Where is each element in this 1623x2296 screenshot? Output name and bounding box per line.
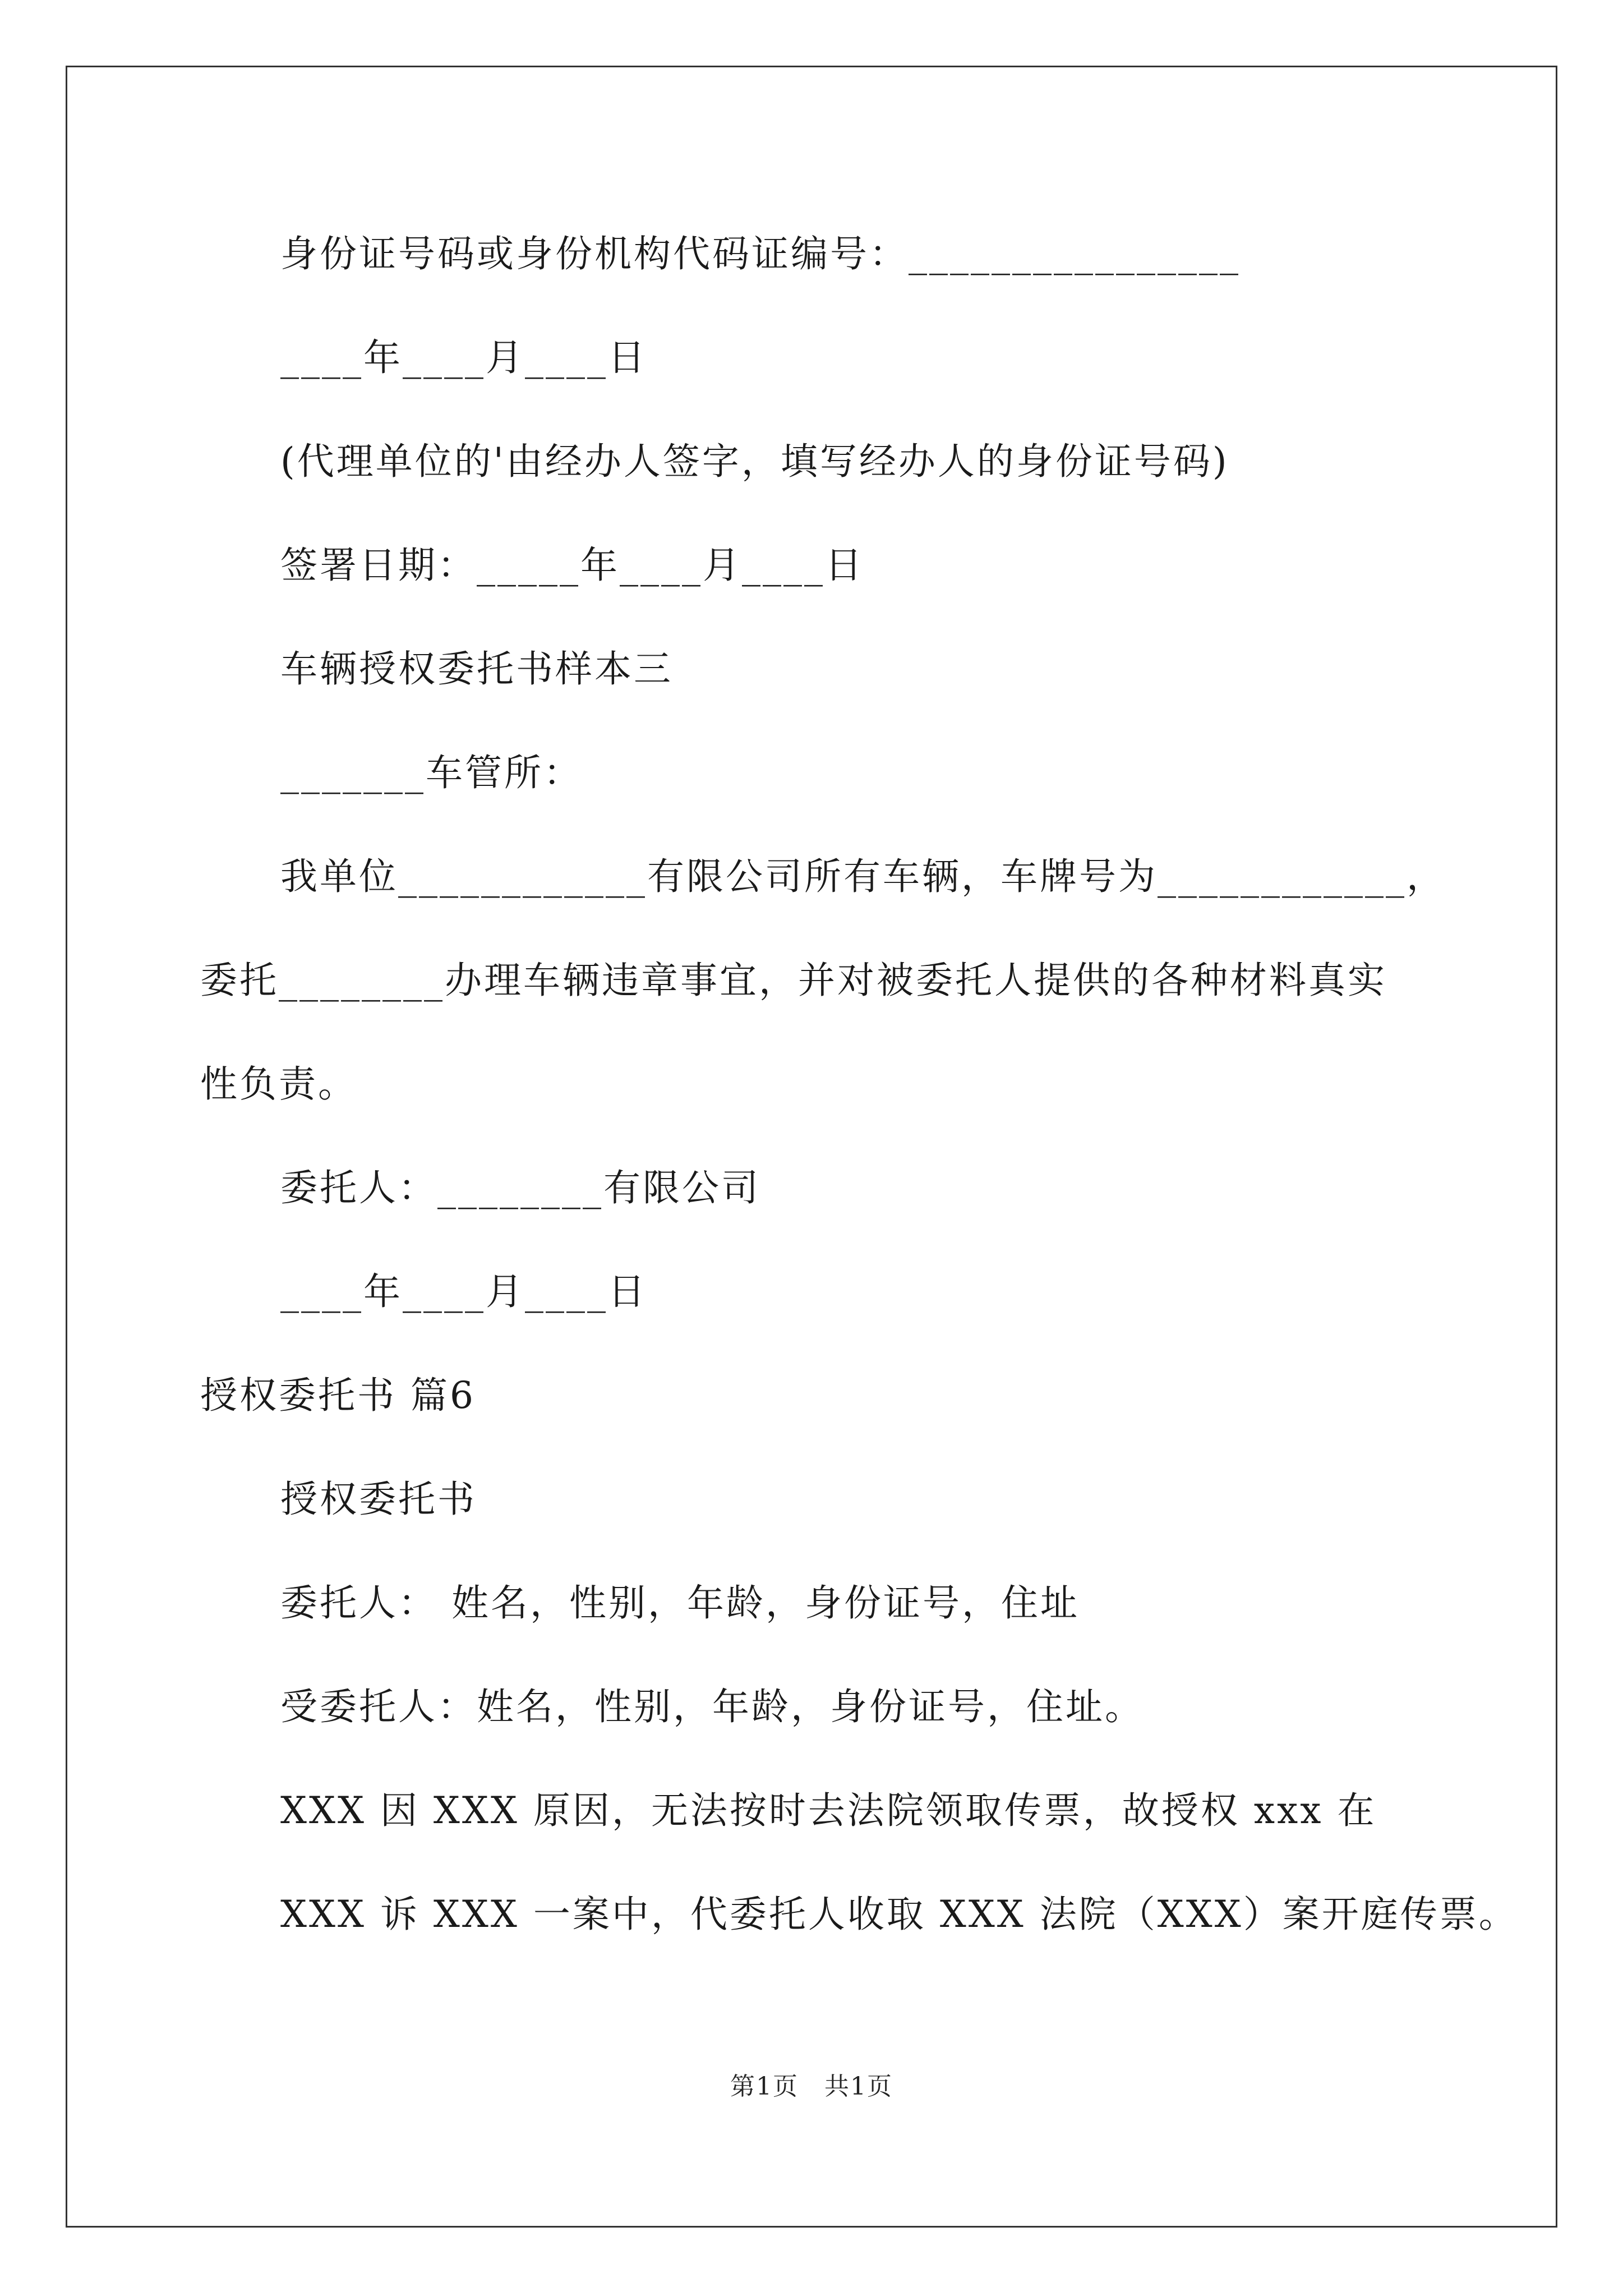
page-footer: 第1页 共1页 (730, 2072, 893, 2101)
principal-company-line: 委托人：________有限公司 (280, 1166, 760, 1209)
sample-three-heading: 车辆授权委托书样本三 (280, 647, 673, 691)
paragraph-line-3: 性负责。 (200, 1062, 357, 1106)
vehicle-office-line: _______车管所： (280, 751, 583, 794)
document-title: 授权委托书 (280, 1478, 477, 1521)
authorization-line-2: XXX 诉 XXX 一案中，代委托人收取 XXX 法院（XXX）案开庭传票。 (280, 1893, 1518, 1936)
agent-note-line: (代理单位的'由经办人签字，填写经办人的身份证号码) (280, 440, 1229, 483)
paragraph-line-1: 我单位____________有限公司所有车辆，车牌号为____________， (280, 855, 1446, 898)
agent-info-line: 受委托人：姓名，性别，年龄，身份证号，住址。 (280, 1685, 1144, 1728)
signing-date-line: 签署日期：_____年____月____日 (280, 544, 864, 587)
date-line-2: ____年____月____日 (280, 1270, 647, 1313)
paragraph-line-2: 委托________办理车辆违章事宜，并对被委托人提供的各种材料真实 (200, 959, 1387, 1002)
section-heading: 授权委托书 篇6 (200, 1374, 476, 1417)
date-line-1: ____年____月____日 (280, 336, 647, 379)
id-number-line: 身份证号码或身份机构代码证编号：________________ (280, 232, 1241, 275)
principal-info-line: 委托人： 姓名，性别，年龄，身份证号，住址 (280, 1581, 1080, 1625)
authorization-line-1: XXX 因 XXX 原因，无法按时去法院领取传票，故授权 xxx 在 (280, 1789, 1377, 1832)
